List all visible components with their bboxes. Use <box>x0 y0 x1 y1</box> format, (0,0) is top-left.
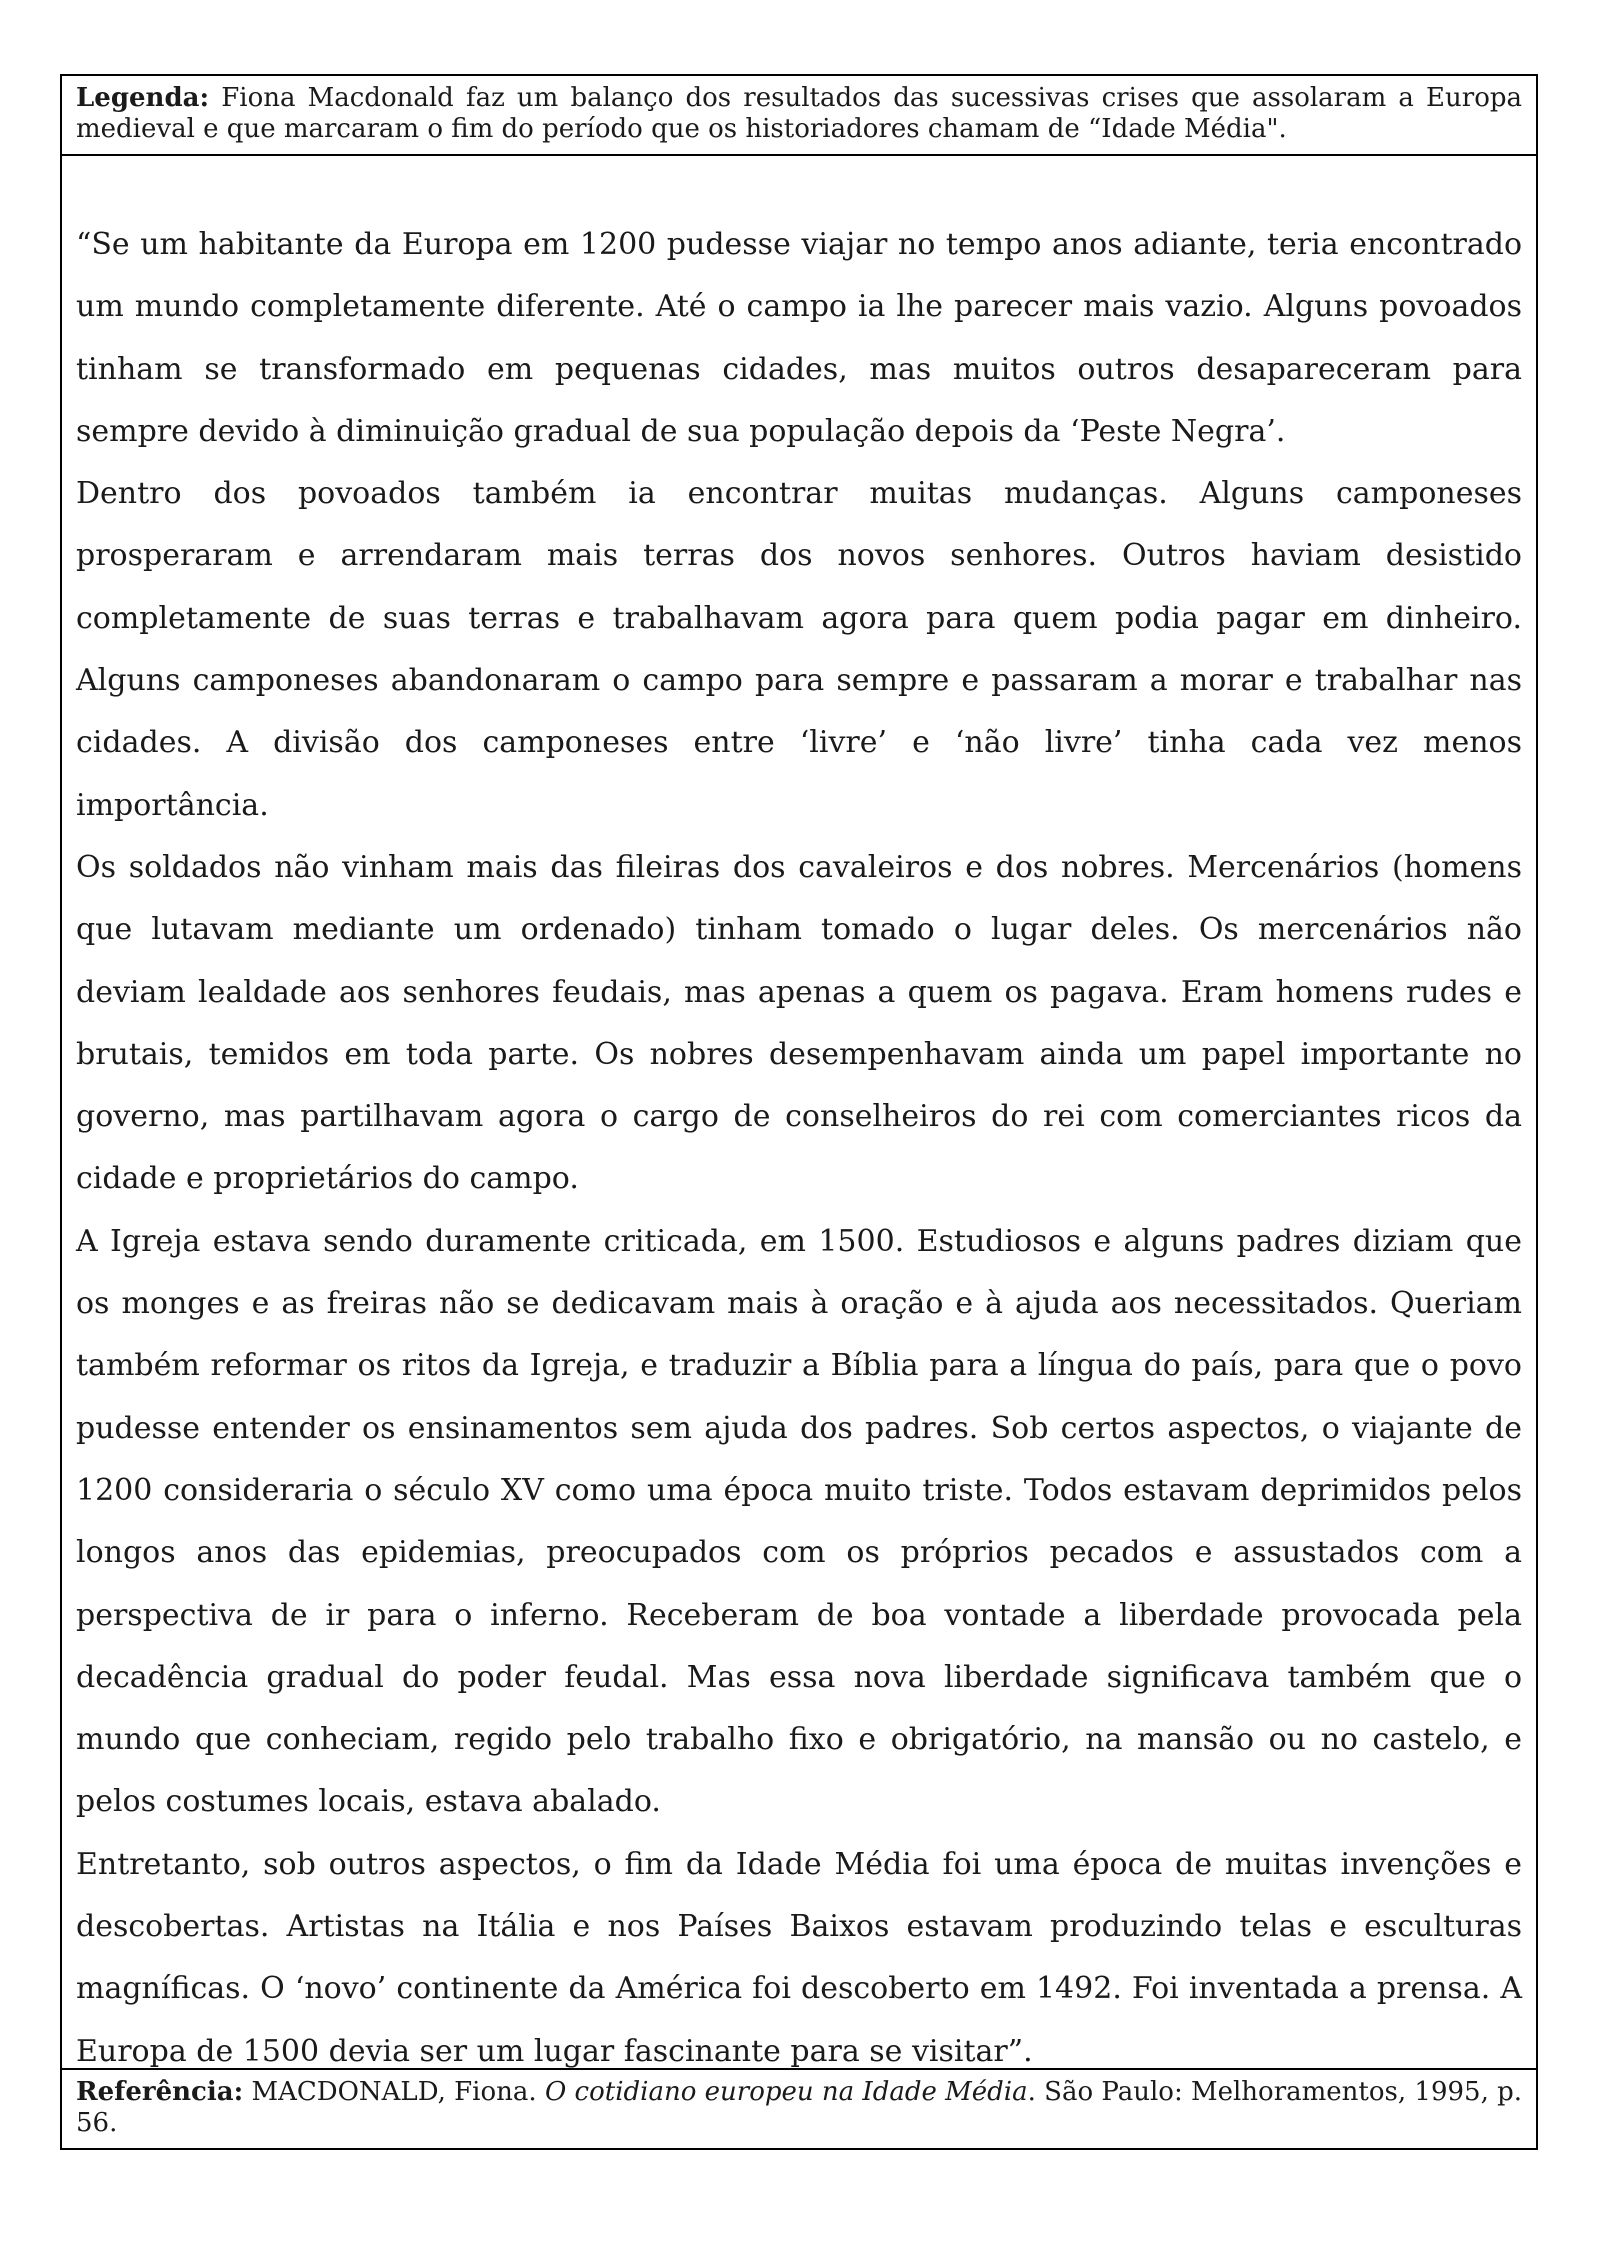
paragraph: Dentro dos povoados também ia encontrar muitas mudanças. Alguns camponeses prosperaram e arrendaram mais terras dos novos senhores. Outros haviam desistido completamente de suas terras e trabalhavam agora para quem podia pagar em dinheiro. Alguns camponeses abandonaram o campo para sempre e passaram a morar e trabalhar nas cidades. A divisão dos camponeses entre ‘livre’ e ‘não livre’ tinha cada vez menos importância. <box>76 476 1522 823</box>
paragraph: Entretanto, sob outros aspectos, o fim da Idade Média foi uma época de muitas invenções e descobertas. Artistas na Itália e nos Países Baixos estavam produzindo telas e esculturas magníficas. O ‘novo’ continente da América foi descoberto em 1492. Foi inventada a prensa. A Europa de 1500 devia ser um lugar fascinante para se visitar”. <box>76 1846 1522 2069</box>
paragraph: Os soldados não vinham mais das fileiras dos cavaleiros e dos nobres. Mercenários (homens que lutavam mediante um ordenado) tinham tomado o lugar deles. Os mercenários não deviam lealdade aos senhores feudais, mas apenas a quem os pagava. Eram homens rudes e brutais, temidos em toda parte. Os nobres desempenhavam ainda um papel importante no governo, mas partilhavam agora o cargo de conselheiros do rei com comerciantes ricos da cidade e proprietários do campo. <box>76 849 1522 1197</box>
reference-box <box>62 2068 1536 2148</box>
caption-box <box>62 76 1536 156</box>
paragraph: “Se um habitante da Europa em 1200 pudesse viajar no tempo anos adiante, teria encontrado um mundo completamente diferente. Até o campo ia lhe parecer mais vazio. Alguns povoados tinham se transformado em pequenas cidades, mas muitos outros desapareceram para sempre devido à diminuição gradual de sua população depois da ‘Peste Negra’. <box>76 227 1522 449</box>
caption-text: Fiona Macdonald faz um balanço dos resultados das sucessivas crises que assolaram a Europa medieval e que marcaram o fim do período que os historiadores chamam de “Idade Média". <box>76 83 1522 144</box>
reference-details: . São Paulo: Melhoramentos, 1995, p. 56. <box>76 2077 1523 2138</box>
reference-author: MACDONALD, Fiona. <box>243 2077 545 2107</box>
document-frame <box>60 74 1538 2150</box>
reference-label: Referência: <box>76 2077 244 2107</box>
reference-title: O cotidiano europeu na Idade Média <box>544 2077 1028 2107</box>
caption-label: Legenda: <box>76 83 210 113</box>
quoted-text <box>76 214 1522 2083</box>
paragraph: A Igreja estava sendo duramente criticada, em 1500. Estudiosos e alguns padres diziam que os monges e as freiras não se dedicavam mais à oração e à ajuda aos necessitados. Queriam também reformar os ritos da Igreja, e traduzir a Bíblia para a língua do país, para que o povo pudesse entender os ensinamentos sem ajuda dos padres. Sob certos aspectos, o viajante de 1200 consideraria o século XV como uma época muito triste. Todos estavam deprimidos pelos longos anos das epidemias, preocupados com os próprios pecados e assustados com a perspectiva de ir para o inferno. Receberam de boa vontade a liberdade provocada pela decadência gradual do poder feudal. Mas essa nova liberdade significava também que o mundo que conheciam, regido pelo trabalho fixo e obrigatório, na mansão ou no castelo, e pelos costumes locais, estava abalado. <box>76 1223 1522 1820</box>
